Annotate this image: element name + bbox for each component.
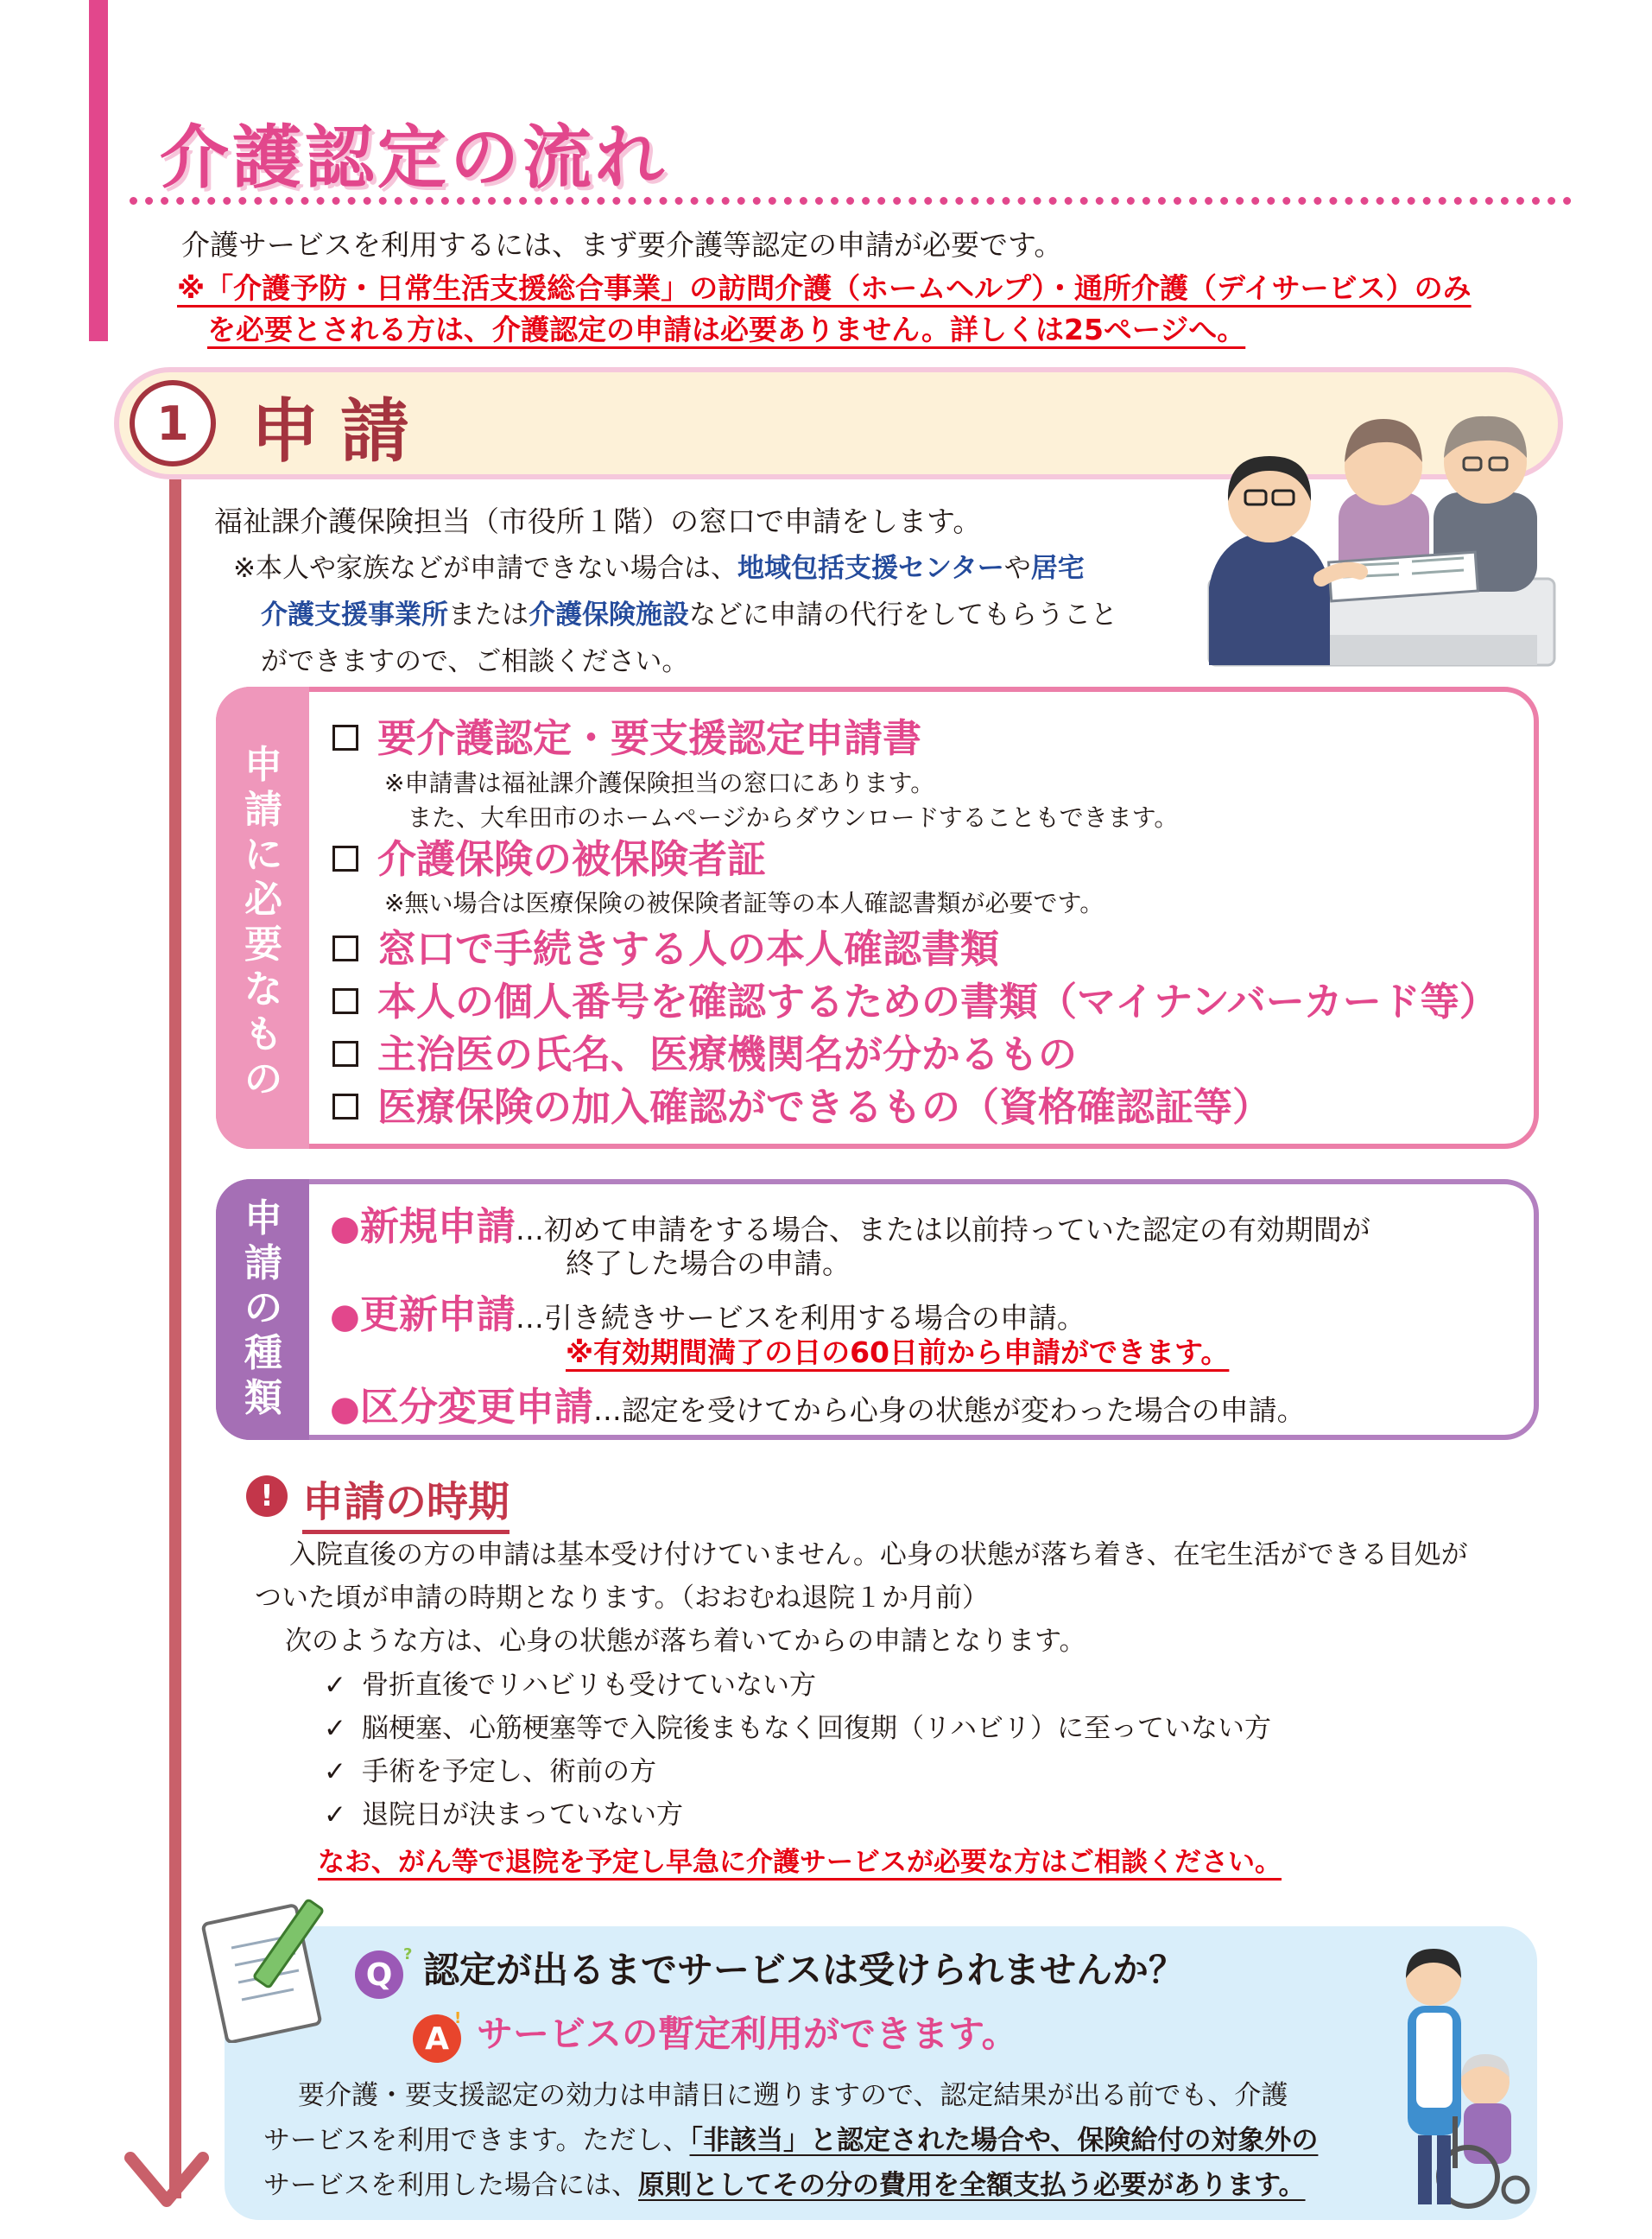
application-types-tab-label: 申請の種類 <box>244 1196 282 1420</box>
type-renewal-application: ●更新申請…引き続きサービスを利用する場合の申請。 <box>330 1291 1086 1337</box>
required-item-medical-insurance: 医療保険の加入確認ができるもの（資格確認証等） <box>332 1075 1271 1132</box>
qa-body-line-2: サービスを利用できます。ただし、「非該当」と認定された場合や、保険給付の対象外の <box>263 2125 1319 2156</box>
timing-check-item: ✓ 手術を予定し、術前の方 <box>324 1756 656 1787</box>
application-counter-illustration <box>1200 380 1563 674</box>
intro-text: 介護サービスを利用するには、まず要介護等認定の申請が必要です。 <box>181 228 1063 262</box>
timing-check-item: ✓ 退院日が決まっていない方 <box>324 1799 683 1830</box>
exempt-note-line-1: ※「介護予防・日常生活支援総合事業」の訪問介護（ホームヘルプ）・通所介護（デイサービス）のみ <box>177 271 1472 305</box>
consult-note: なお、がん等で退院を予定し早急に介護サービスが必要な方はご相談ください。 <box>318 1847 1282 1878</box>
renewal-deadline-note: ※有効期間満了の日の60日前から申請ができます。 <box>566 1335 1230 1369</box>
step-title: 申請 <box>250 391 430 472</box>
svg-text:!: ! <box>454 2009 462 2027</box>
checkbox-icon <box>332 1094 358 1120</box>
qa-question: 認定が出るまでサービスは受けられませんか？ <box>423 1949 1186 1991</box>
required-item-application-form: 要介護認定・要支援認定申請書 <box>332 707 921 763</box>
required-item-id-documents: 窓口で手続きする人の本人確認書類 <box>332 917 999 974</box>
type-change-application: ●区分変更申請…認定を受けてから心身の状態が変わった場合の申請。 <box>330 1384 1306 1430</box>
proxy-note-line-2: 介護支援事業所または介護保険施設などに申請の代行をしてもらうこと <box>261 599 1117 631</box>
title-divider <box>130 197 1572 205</box>
exclamation-icon: ! <box>246 1475 288 1517</box>
required-item-my-number: 本人の個人番号を確認するための書類（マイナンバーカード等） <box>332 970 1498 1026</box>
qa-body-line-3: サービスを利用した場合には、原則としてその分の費用を全額支払う必要があります。 <box>263 2170 1306 2201</box>
required-documents-tab-label: 申請に必要なもの <box>244 743 282 1101</box>
svg-text:?: ? <box>403 1945 412 1963</box>
timing-paragraph-1: 入院直後の方の申請は基本受け付けていません。心身の状態が落ち着き、在宅生活ができる目処が <box>289 1539 1468 1570</box>
caregiver-wheelchair-illustration <box>1373 1944 1537 2211</box>
timing-section-title: 申請の時期 <box>302 1468 510 1534</box>
question-icon <box>350 1942 412 2004</box>
qa-body-line-1: 要介護・要支援認定の効力は申請日に遡りますので、認定結果が出る前でも、介護 <box>298 2080 1288 2111</box>
type-new-application: ●新規申請…初めて申請をする場合、または以前持っていた認定の有効期間が <box>330 1203 1370 1249</box>
timing-check-item: ✓ 脳梗塞、心筋梗塞等で入院後まもなく回復期（リハビリ）に至っていない方 <box>324 1713 1272 1744</box>
header-accent-bar <box>89 0 108 341</box>
checkbox-icon <box>332 1041 358 1067</box>
timing-paragraph-3: 次のような方は、心身の状態が落ち着いてからの申請となります。 <box>285 1626 1086 1657</box>
checkbox-icon <box>332 846 358 872</box>
required-item-insurance-card: 介護保険の被保険者証 <box>332 828 766 884</box>
check-icon: ✓ <box>324 1670 346 1701</box>
checkbox-icon <box>332 725 358 751</box>
check-icon: ✓ <box>324 1799 346 1830</box>
notebook-pencil-icon <box>197 1879 344 2043</box>
exempt-note-line-2: を必要とされる方は、介護認定の申請は必要ありません。詳しくは25ページへ。 <box>207 313 1246 346</box>
proxy-note-line-1: ※本人や家族などが申請できない場合は、地域包括支援センターや居宅 <box>233 553 1085 584</box>
answer-icon <box>406 2006 468 2068</box>
qa-answer: サービスの暫定利用ができます。 <box>477 2013 1018 2055</box>
insurance-card-note: ※無い場合は医療保険の被保険者証等の本人確認書類が必要です。 <box>384 889 1104 917</box>
application-form-note-1: ※申請書は福祉課介護保険担当の窓口にあります。 <box>384 769 935 797</box>
check-icon: ✓ <box>324 1713 346 1744</box>
svg-text:Q: Q <box>365 1957 393 1993</box>
svg-text:A: A <box>425 2021 449 2057</box>
timing-check-item: ✓ 骨折直後でリハビリも受けていない方 <box>324 1670 817 1701</box>
type-new-application-desc-2: 終了した場合の申請。 <box>566 1246 851 1280</box>
application-location-text: 福祉課介護保険担当（市役所１階）の窓口で申請をします。 <box>214 504 982 538</box>
check-icon: ✓ <box>324 1756 346 1787</box>
timing-paragraph-2: ついた頃が申請の時期となります。（おおむね退院１か月前） <box>255 1583 990 1614</box>
proxy-note-line-3: ができますので、ご相談ください。 <box>261 646 689 677</box>
application-form-note-2: また、大牟田市のホームページからダウンロードすることもできます。 <box>408 803 1179 832</box>
flow-arrow-line <box>169 479 181 2198</box>
step-number: 1 <box>130 380 216 466</box>
checkbox-icon <box>332 936 358 961</box>
down-arrow-icon <box>123 2123 210 2210</box>
checkbox-icon <box>332 988 358 1014</box>
page-title: 介護認定の流れ <box>160 117 668 198</box>
required-item-doctor-info: 主治医の氏名、医療機関名が分かるもの <box>332 1023 1077 1079</box>
